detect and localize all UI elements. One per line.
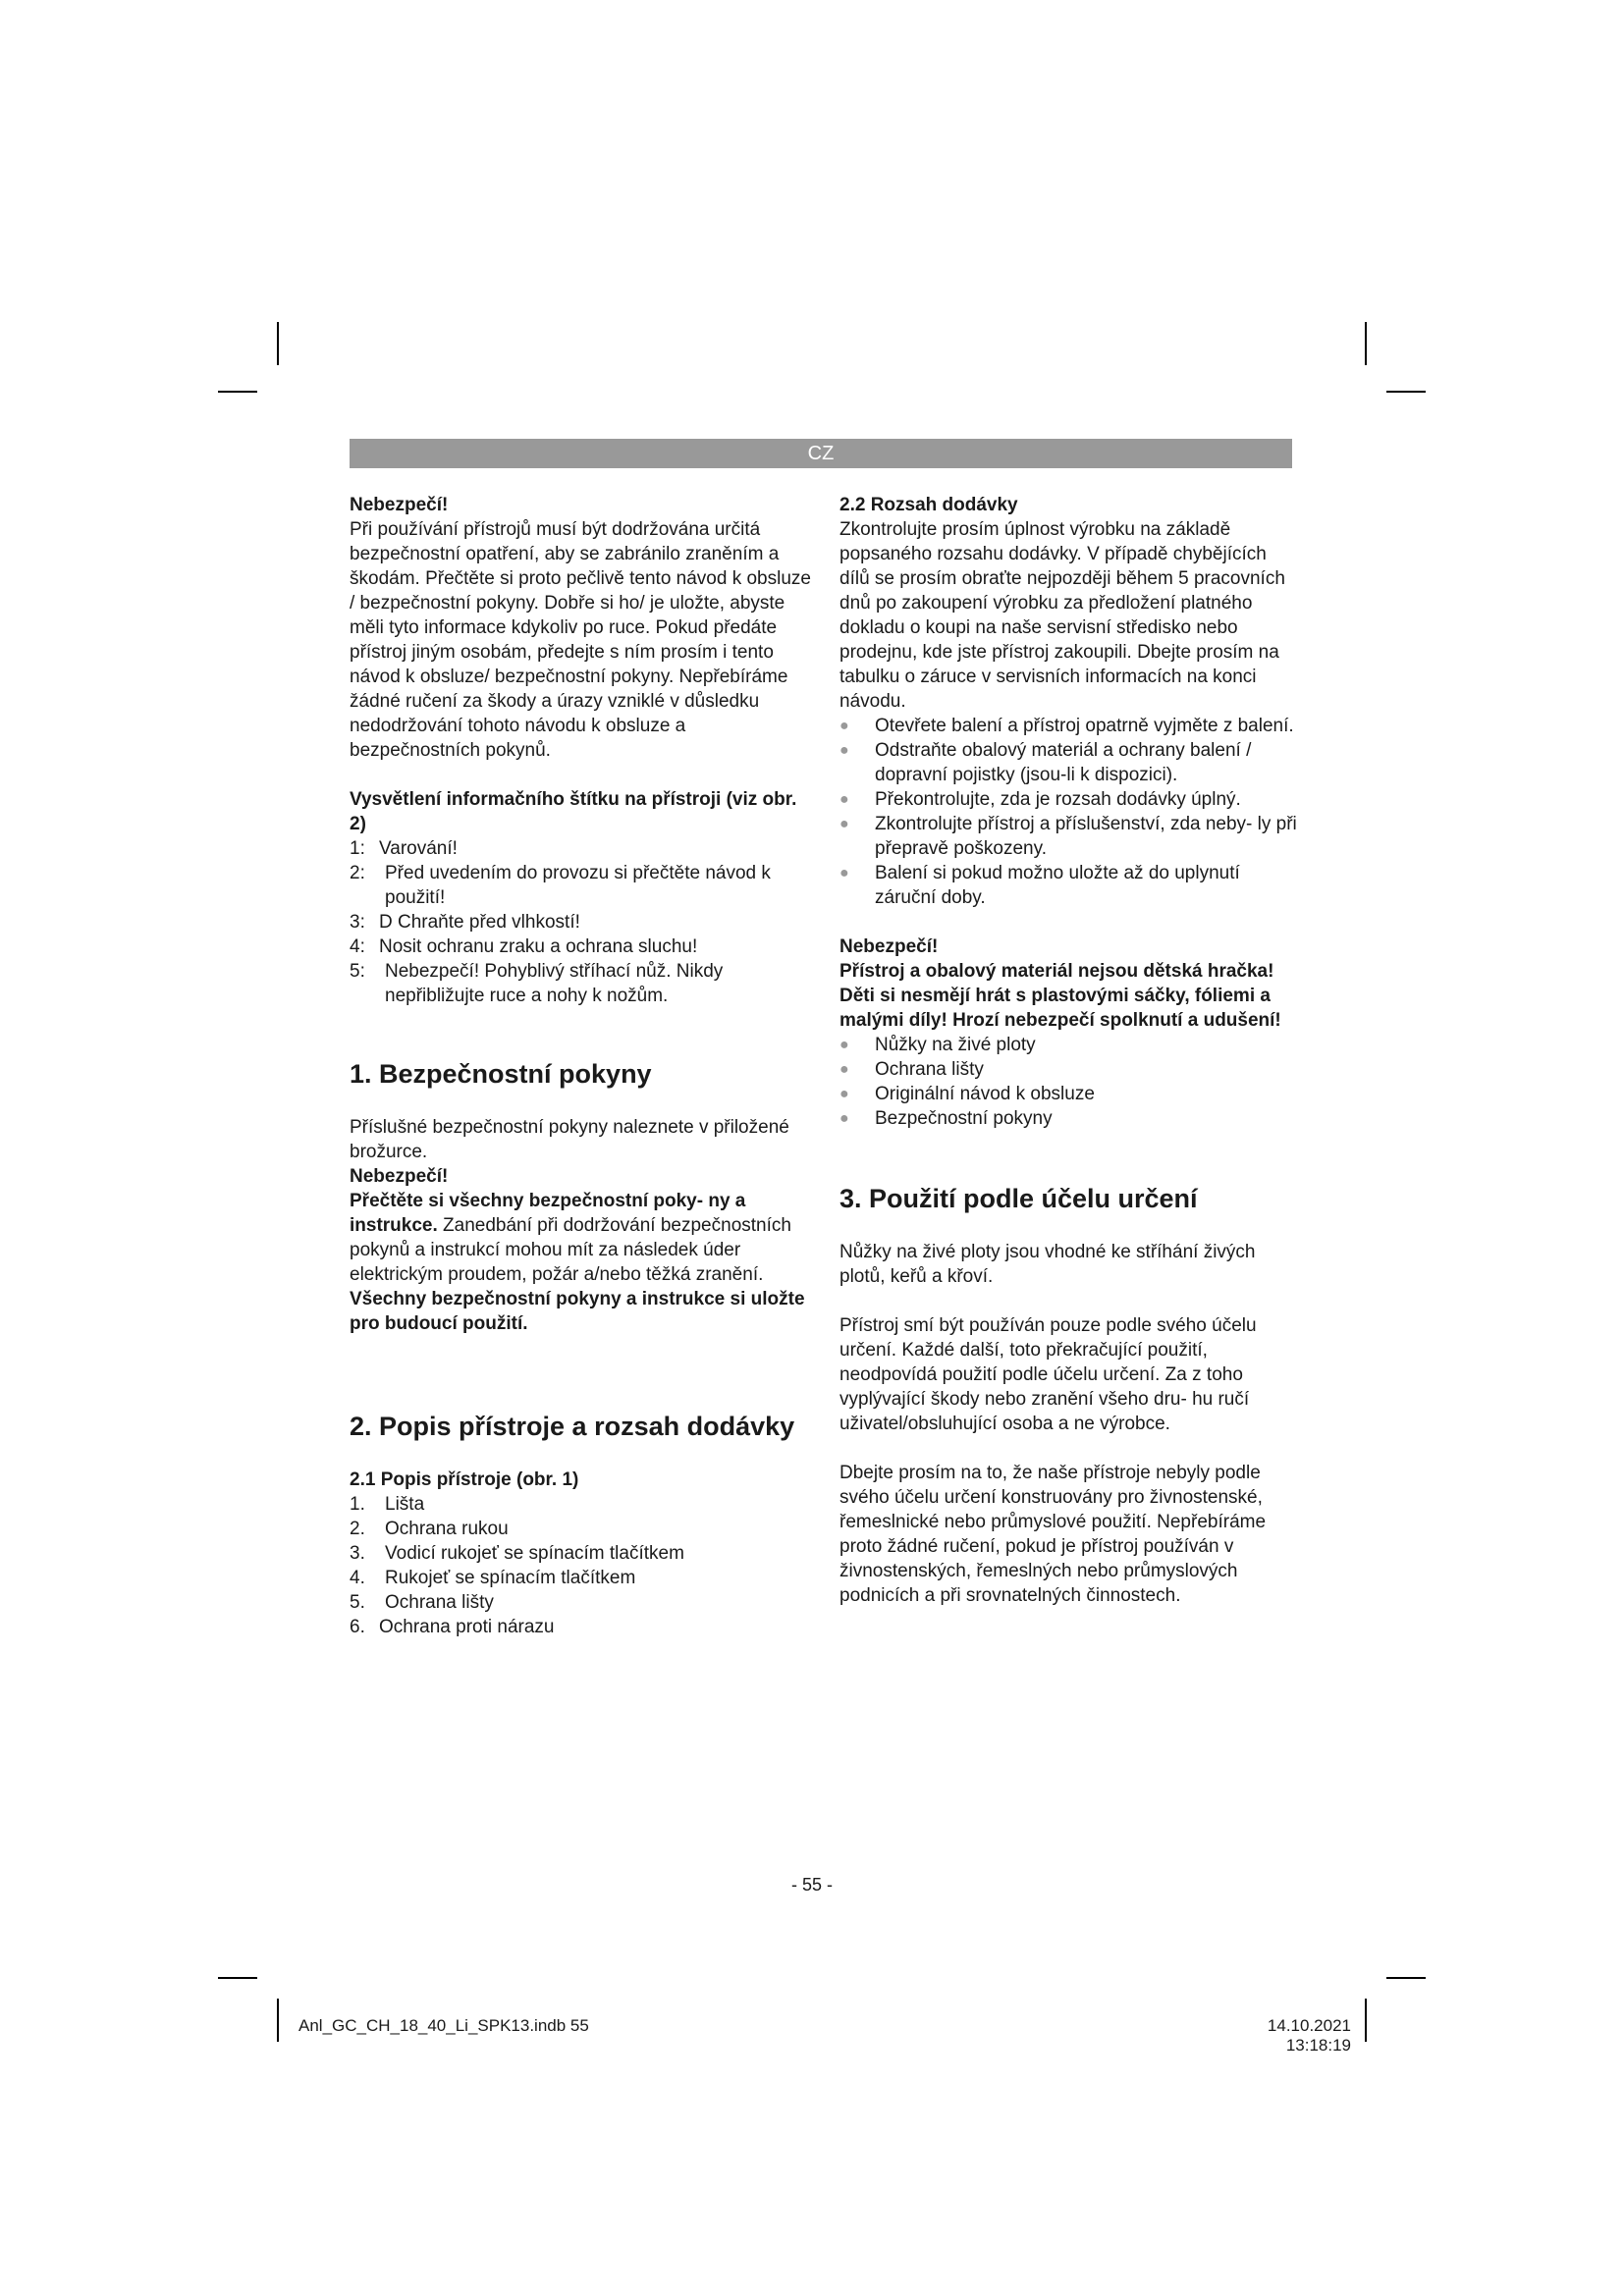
list-item: 5: Nebezpečí! Pohyblivý stříhací nůž. Nikdy nepřibližujte ruce a nohy k nožům. [350, 961, 724, 1006]
list-item: 3. Vodicí rukojeť se spínacím tlačítkem [350, 1543, 684, 1564]
bullet-icon: ● [839, 791, 849, 808]
crop-mark [218, 391, 257, 393]
list-item: ● Překontrolujte, zda je rozsah dodávky úplný. [839, 789, 1241, 810]
list-item: 4: Nosit ochranu zraku a ochrana sluchu! [350, 936, 698, 957]
crop-mark [1365, 1999, 1367, 2042]
page-number: - 55 - [790, 1875, 833, 1895]
list-item: 6. Ochrana proti nárazu [350, 1617, 555, 1637]
unpacking-steps-list [839, 714, 1301, 910]
list-item: ● Balení si pokud možno uložte až do uplynutí záruční doby. [839, 863, 1240, 908]
crop-mark [1365, 322, 1367, 365]
bullet-icon: ● [839, 816, 849, 832]
footer-datetime: 14.10.2021 13:18:19 [1267, 2016, 1351, 2055]
list-item: 1. Lišta [350, 1494, 425, 1515]
danger-text: Při používání přístrojů musí být dodržována určitá bezpečnostní opatření, aby se zabránilo zraněním a škodám. Přečtěte si proto pečlivě tento návod k obsluze / bezpečnostní pokyny. Dobře si ho/ je uložte, abyste měli tyto informace kdykoliv po ruce. Pokud předáte přístroj jiným osobám, předejte s ním prosím i tento návod k obsluze/ bezpečnostní pokyny. Nepřebíráme žádné ručení za škody a úrazy vzniklé v důsledku nedodržování tohoto návodu k obsluze a bezpečnostních pokynů. [350, 519, 811, 761]
list-item: ● Bezpečnostní pokyny [839, 1108, 1053, 1129]
language-header-bar: CZ [350, 439, 1292, 468]
bullet-icon: ● [839, 1086, 849, 1102]
bullet-icon: ● [839, 718, 849, 734]
crop-mark [277, 322, 279, 365]
crop-mark [277, 1999, 279, 2042]
section-3-paragraph: Nůžky na živé ploty jsou vhodné ke stříhání živých plotů, keřů a křoví. [839, 1242, 1256, 1287]
list-item: 4. Rukojeť se spínacím tlačítkem [350, 1568, 636, 1588]
section-1-danger: Nebezpečí! [350, 1166, 449, 1187]
bullet-icon: ● [839, 865, 849, 881]
section-1-warning: Přečtěte si všechny bezpečnostní poky- ny a instrukce. Zanedbání při dodržování bezpečnostních pokynů a instrukcí mohou mít za následek úder elektrickým proudem, požár a/nebo těžká zranění. Všechny bezpečnostní pokyny a instrukce si uložte pro budoucí použití. [350, 1191, 805, 1334]
label-explanation-heading: Vysvětlení informačního štítku na přístroji (viz obr. 2) [350, 789, 797, 834]
list-item: 2. Ochrana rukou [350, 1519, 509, 1539]
section-2-heading: 2. Popis přístroje a rozsah dodávky [350, 1412, 795, 1441]
danger-text: Přístroj a obalový materiál nejsou dětská hračka! Děti si nesmějí hrát s plastovými sáčky, fóliemi a malými díly! Hrozí nebezpečí spolknutí a udušení! [839, 961, 1281, 1031]
list-item: ● Ochrana lišty [839, 1059, 984, 1080]
crop-mark [218, 1977, 257, 1979]
section-3-paragraph: Přístroj smí být používán pouze podle svého účelu určení. Každé další, toto překračující použití, neodpovídá použití podle účelu určení. Za z toho vyplývající škody nebo zranění všeho dru- hu ručí uživatel/obsluhující osoba a ne výrobce. [839, 1315, 1257, 1434]
parts-list [350, 1492, 811, 1639]
bullet-icon: ● [839, 742, 849, 759]
bullet-icon: ● [839, 1037, 849, 1053]
list-item: 2: Před uvedením do provozu si přečtěte návod k použití! [350, 863, 771, 908]
bullet-icon: ● [839, 1110, 849, 1127]
footer-file-name: Anl_GC_CH_18_40_Li_SPK13.indb 55 [298, 2016, 589, 2035]
label-list [350, 836, 811, 1008]
right-column [839, 493, 1301, 1608]
section-3-heading: 3. Použití podle účelu určení [839, 1184, 1198, 1213]
section-2-2-text: Zkontrolujte prosím úplnost výrobku na základě popsaného rozsahu dodávky. V případě chybějících dílů se prosím obraťte nejpozději během 5 pracovních dnů po zakoupení výrobku za předložení platného dokladu o koupi na naše servisní středisko nebo prodejnu, kde jste přístroj zakoupili. Dbejte prosím na tabulku o záruce v servisních informacích na konci návodu. [839, 519, 1285, 712]
section-2-1-heading: 2.1 Popis přístroje (obr. 1) [350, 1469, 579, 1490]
left-column [350, 493, 811, 1639]
crop-mark [1386, 1977, 1426, 1979]
danger-heading: Nebezpečí! [350, 495, 449, 515]
list-item: ● Nůžky na živé ploty [839, 1035, 1036, 1055]
list-item: ● Zkontrolujte přístroj a příslušenství, zda neby- ly při přepravě poškozeny. [839, 814, 1297, 859]
section-2-2-heading: 2.2 Rozsah dodávky [839, 495, 1018, 515]
danger-heading: Nebezpečí! [839, 936, 939, 957]
crop-mark [1386, 391, 1426, 393]
list-item: ● Originální návod k obsluze [839, 1084, 1095, 1104]
list-item: ● Otevřete balení a přístroj opatrně vyjměte z balení. [839, 716, 1294, 736]
section-1-heading: 1. Bezpečnostní pokyny [350, 1059, 652, 1089]
section-3-paragraph: Dbejte prosím na to, že naše přístroje nebyly podle svého účelu určení konstruovány pro živnostenské, řemeslnické nebo průmyslové použití. Nepřebíráme proto žádné ručení, pokud je přístroj používán v živnostenských, řemeslných nebo průmyslových podnicích a při srovnatelných činnostech. [839, 1463, 1267, 1606]
list-item: ● Odstraňte obalový materiál a ochrany balení / dopravní pojistky (jsou-li k dispozici). [839, 740, 1252, 785]
bullet-icon: ● [839, 1061, 849, 1078]
delivery-contents-list [839, 1033, 1301, 1131]
list-item: 1: Varování! [350, 838, 458, 859]
list-item: 3: D Chraňte před vlhkostí! [350, 912, 580, 933]
list-item: 5. Ochrana lišty [350, 1592, 494, 1613]
section-1-text: Příslušné bezpečnostní pokyny naleznete v přiložené brožurce. [350, 1117, 789, 1162]
